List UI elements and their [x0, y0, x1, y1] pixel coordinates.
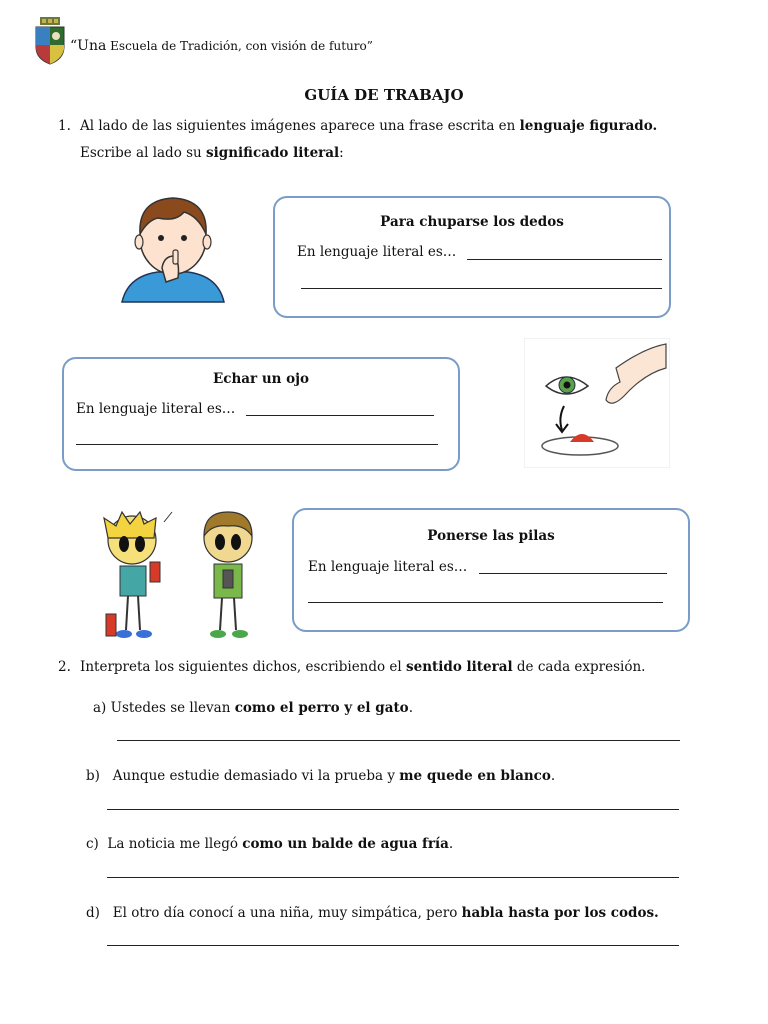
eye-in-bowl-illustration [524, 338, 670, 468]
page-title: GUÍA DE TRABAJO [304, 86, 464, 104]
saying-item-a: a) Ustedes se llevan como el perro y el gato. [93, 700, 413, 716]
boy-licking-finger-illustration [118, 186, 228, 304]
box-title: Ponerse las pilas [427, 528, 555, 544]
section1-number: 1. [58, 118, 71, 134]
answer-line[interactable] [107, 877, 679, 878]
school-motto: “Una Escuela de Tradición, con visión de futuro” [70, 38, 373, 54]
answer-line[interactable] [107, 945, 679, 946]
answer-line[interactable] [479, 573, 667, 574]
answer-line[interactable] [76, 444, 438, 445]
answer-line[interactable] [117, 740, 680, 741]
saying-item-d: d) El otro día conocí a una niña, muy simpática, pero habla hasta por los codos. [86, 905, 659, 921]
phrase-box-echar-un-ojo [62, 357, 460, 471]
school-crest-logo [34, 17, 66, 65]
box-title: Echar un ojo [212, 371, 310, 387]
literal-prompt: En lenguaje literal es… [297, 244, 457, 260]
phrase-box-chuparse-los-dedos [273, 196, 671, 318]
literal-prompt: En lenguaje literal es… [308, 559, 468, 575]
section2-intro: Interpreta los siguientes dichos, escribiendo el sentido literal de cada expresión. [80, 659, 646, 675]
answer-line[interactable] [308, 602, 663, 603]
literal-prompt: En lenguaje literal es… [76, 401, 236, 417]
section1-line1: Al lado de las siguientes imágenes aparece una frase escrita en lenguaje figurado. [80, 118, 658, 134]
answer-line[interactable] [467, 259, 662, 260]
answer-line[interactable] [107, 809, 679, 810]
section1-line2: Escribe al lado su significado literal: [80, 145, 344, 161]
answer-line[interactable] [246, 415, 434, 416]
box-title: Para chuparse los dedos [380, 214, 564, 230]
section2-number: 2. [58, 659, 71, 675]
saying-item-c: c) La noticia me llegó como un balde de agua fría. [86, 836, 454, 852]
answer-line[interactable] [301, 288, 662, 289]
phrase-box-ponerse-las-pilas [292, 508, 690, 632]
saying-item-b: b) Aunque estudie demasiado vi la prueba y me quede en blanco. [86, 768, 556, 784]
two-boys-battery-illustration [94, 508, 264, 644]
